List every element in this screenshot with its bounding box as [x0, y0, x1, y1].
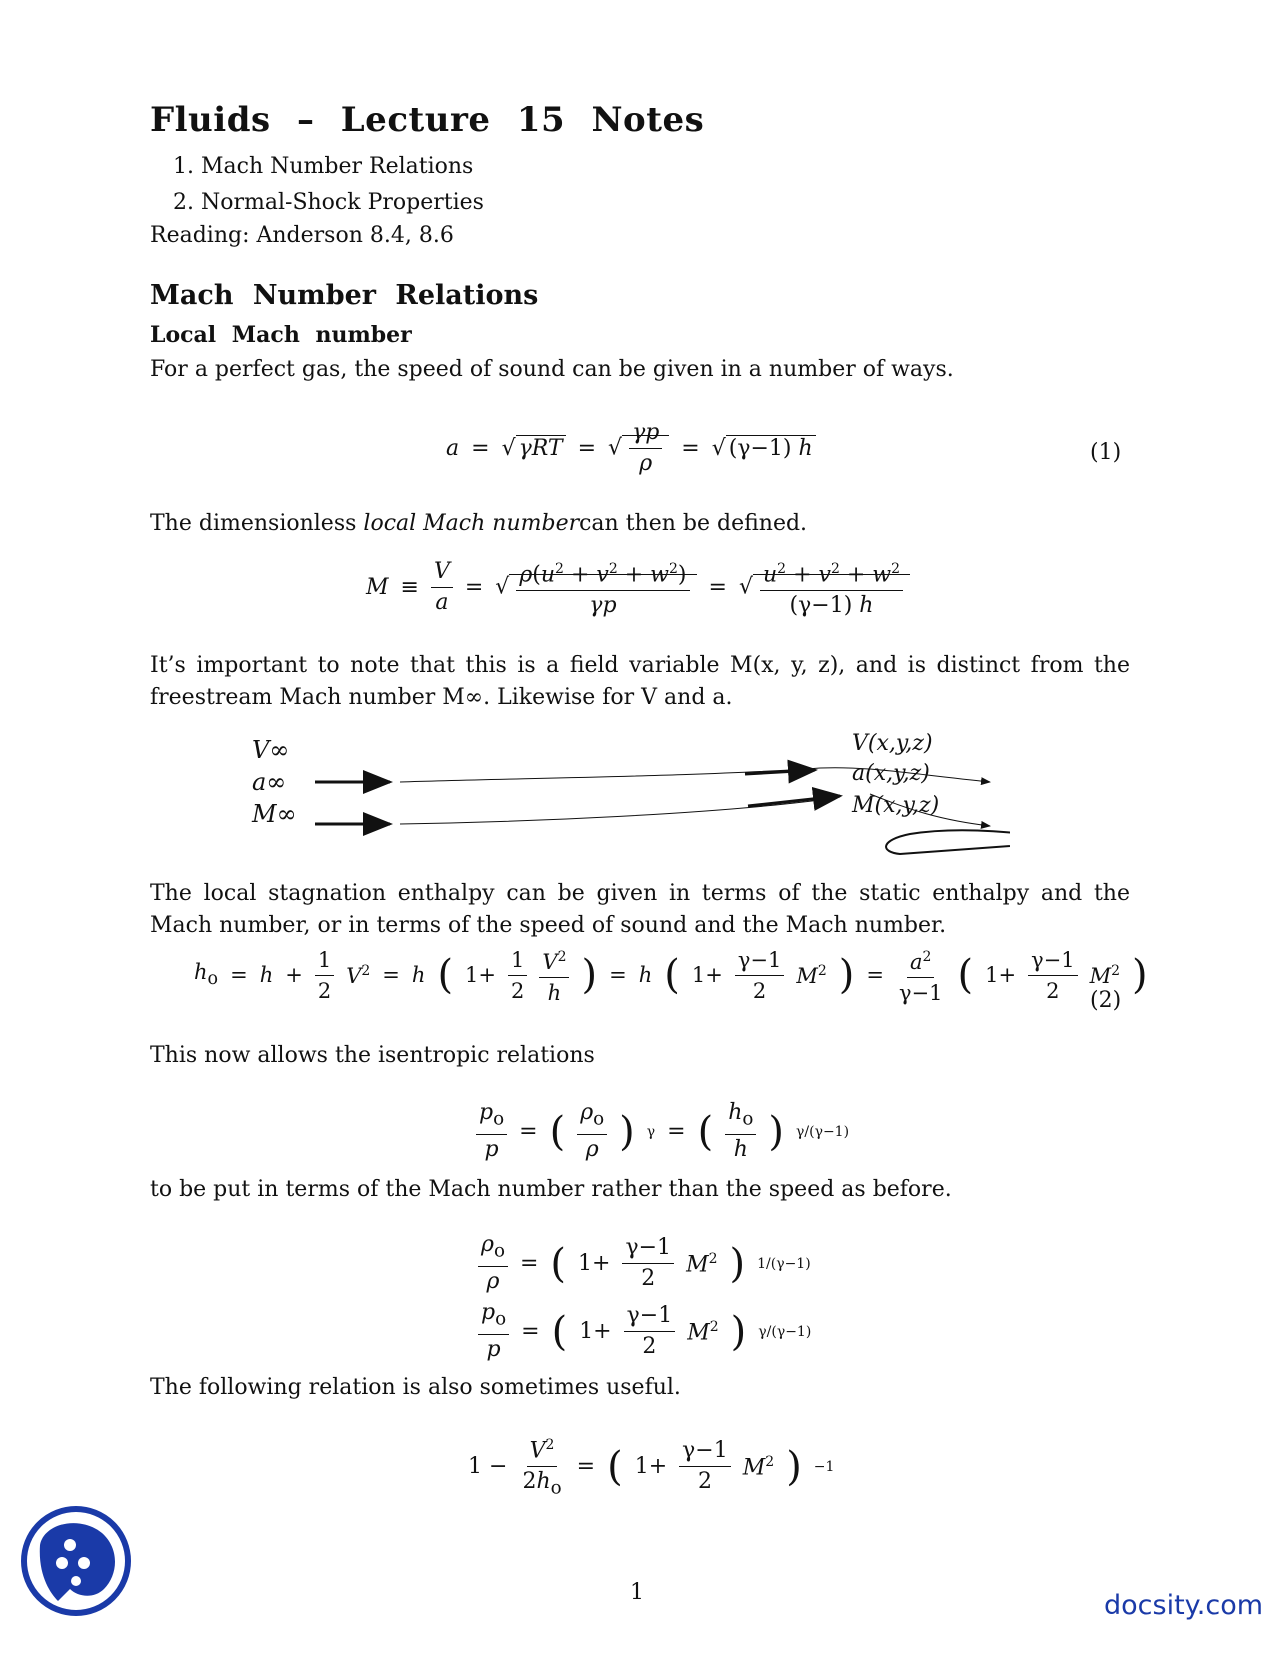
paragraph-2-start: The dimensionless: [150, 511, 364, 536]
local-velocity-arrow-lower: [748, 796, 840, 806]
equation-pressure-ratio: $\frac{p_o}{p}$ = ( 1+ $\frac{\gamma-1}{2}$ $M^2$ ) γ/(γ−1): [472, 1300, 817, 1363]
paragraph-1: For a perfect gas, the speed of sound can be given in a number of ways.: [150, 357, 954, 382]
equation-1-number: (1): [1090, 440, 1122, 465]
label-m-infinity: M∞: [252, 800, 297, 828]
streamline-upper: [400, 768, 820, 782]
subsection-heading: Local Mach number: [150, 322, 412, 348]
paragraph-3: It’s important to note that this is a field variable M(x, y, z), and is distinct from the freestream Mach number M∞. Likewise for V and a.: [150, 653, 1130, 710]
toc-item-2: 2. Normal-Shock Properties: [173, 190, 484, 215]
document-title: Fluids – Lecture 15 Notes: [150, 100, 705, 140]
docsity-link[interactable]: docsity.com: [1104, 1590, 1264, 1621]
paragraph-2-end: can then be defined.: [579, 511, 808, 536]
label-v-infinity: V∞: [252, 736, 290, 764]
equation-density-ratio: $\frac{\rho_o}{\rho}$ = ( 1+ $\frac{\gamma-1}{2}$ $M^2$ ) 1/(γ−1): [472, 1232, 817, 1295]
paragraph-7: The following relation is also sometimes useful.: [150, 1375, 681, 1400]
paragraph-4: The local stagnation enthalpy can be given in terms of the static enthalpy and the Mach number, or in terms of the speed of sound and the Mach number.: [150, 881, 1130, 938]
toc-item-1: 1. Mach Number Relations: [173, 154, 474, 179]
equation-1: a = √ γRT = √ $\frac{\gamma p}{\rho}$ = √ (γ−1) h: [440, 420, 822, 477]
label-a-local: a(x,y,z): [852, 761, 930, 786]
equation-mach-definition: M ≡ $\frac{V}{a}$ = √ $\frac{\rho(u^2 + v^2 + w^2)}{\gamma p}$ = √ $\frac{u^2 + v^2 + w^2}{(\gamma-1) h}$: [360, 556, 916, 619]
equation-isentropic: $\frac{p_o}{p}$ = ( $\frac{\rho_o}{\rho}$ ) γ = ( $\frac{h_o}{h}$ ) γ/(γ−1): [470, 1100, 855, 1163]
equation-2-number: (2): [1090, 988, 1122, 1013]
section-heading: Mach Number Relations: [150, 280, 539, 311]
page-number: 1: [630, 1580, 644, 1605]
label-m-local: M(x,y,z): [852, 793, 940, 818]
label-a-infinity: a∞: [252, 768, 287, 796]
reading-line: Reading: Anderson 8.4, 8.6: [150, 223, 454, 248]
equation-velocity-relation: 1 − $\frac{V^2}{2h_o}$ = ( 1+ $\frac{\gamma-1}{2}$ $M^2$ ) −1: [462, 1432, 840, 1502]
label-v-local: V(x,y,z): [852, 731, 933, 756]
paragraph-2: [150, 508, 807, 540]
airfoil-shape: [886, 830, 1010, 854]
local-velocity-arrow-upper: [745, 770, 815, 774]
equation-2: $h_o$ = h + $\frac{1}{2}$ $V^2$ = h ( 1+ $\frac{1}{2}$ $\frac{V^2}{h}$ ) = h ( 1+ $\frac{\gamma-1}{2}$ $M^2$ ) = $\frac{a^2}{\gamma-1}$ ( 1+ $\frac{\gamma-1}{2}$ $M^2$ ): [188, 944, 1154, 1006]
paragraph-6: to be put in terms of the Mach number rather than the speed as before.: [150, 1177, 952, 1202]
flow-figure: [230, 730, 1010, 870]
paragraph-5: This now allows the isentropic relations: [150, 1043, 595, 1068]
paragraph-2-italic: local Mach number: [363, 511, 580, 536]
docsity-logo-icon: [20, 1505, 132, 1617]
